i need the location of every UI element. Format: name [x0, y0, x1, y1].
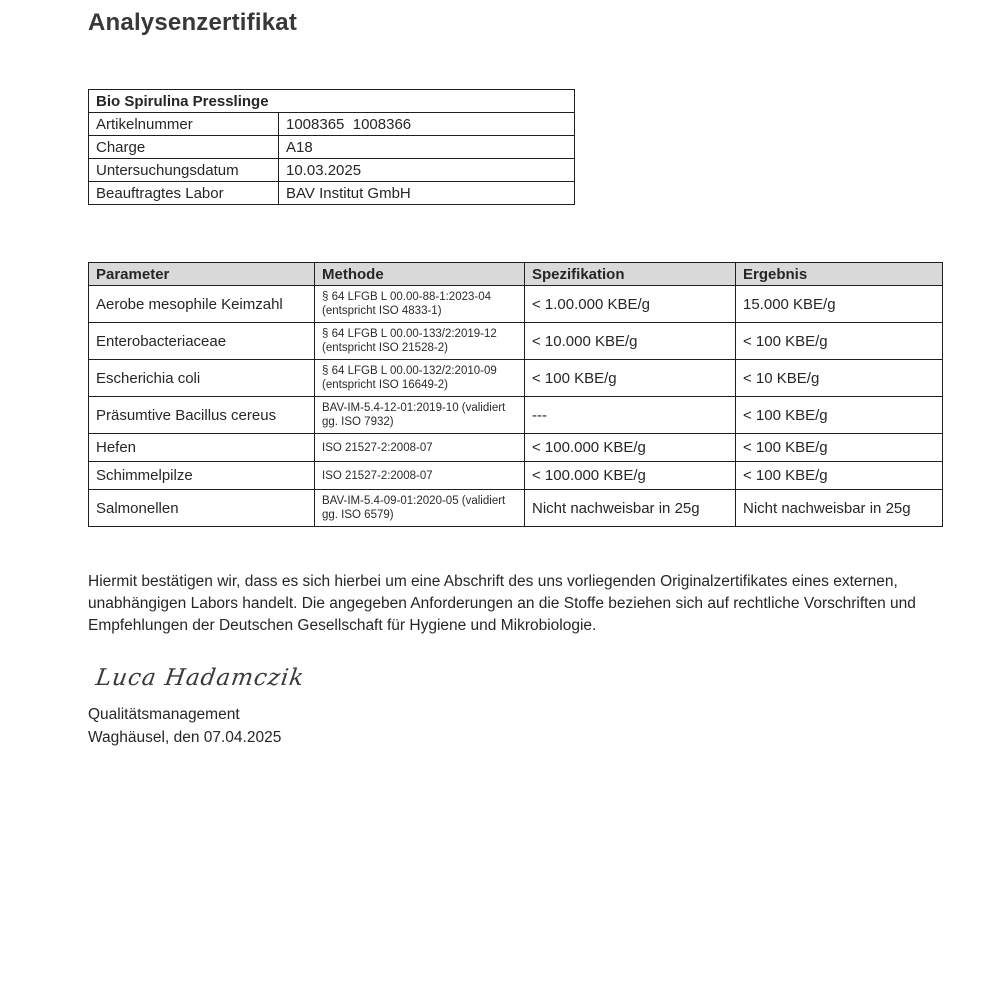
signature-handwriting: Luca Hadamczik [94, 665, 307, 691]
table-row [89, 286, 943, 323]
signature-place-date: Waghäusel, den 07.04.2025 [88, 729, 282, 746]
methode-cell: § 64 LFGB L 00.00-88-1:2023-04 (entspricht ISO 4833-1) [315, 286, 525, 323]
table-row [89, 360, 943, 397]
ergebnis-cell: < 100 KBE/g [736, 397, 943, 434]
spezifikation-cell: < 100 KBE/g [525, 360, 736, 397]
spezifikation-cell: < 100.000 KBE/g [525, 462, 736, 490]
table-row [89, 490, 943, 527]
spezifikation-cell: < 1.00.000 KBE/g [525, 286, 736, 323]
info-label: Artikelnummer [89, 113, 279, 136]
ergebnis-cell: < 10 KBE/g [736, 360, 943, 397]
column-header-ergebnis: Ergebnis [736, 263, 943, 286]
info-value: A18 [279, 136, 575, 159]
results-table [88, 262, 943, 527]
product-info-table [88, 89, 575, 205]
methode-cell: ISO 21527-2:2008-07 [315, 434, 525, 462]
ergebnis-cell: < 100 KBE/g [736, 434, 943, 462]
info-value: 1008365 1008366 [279, 113, 575, 136]
table-row [89, 182, 575, 205]
table-row [89, 462, 943, 490]
table-row [89, 159, 575, 182]
parameter-cell: Präsumtive Bacillus cereus [89, 397, 315, 434]
column-header-spezifikation: Spezifikation [525, 263, 736, 286]
ergebnis-cell: < 100 KBE/g [736, 462, 943, 490]
table-row [89, 113, 575, 136]
info-value: BAV Institut GmbH [279, 182, 575, 205]
table-row [89, 136, 575, 159]
methode-cell: ISO 21527-2:2008-07 [315, 462, 525, 490]
parameter-cell: Hefen [89, 434, 315, 462]
methode-cell: § 64 LFGB L 00.00-132/2:2010-09 (entspricht ISO 16649-2) [315, 360, 525, 397]
info-value: 10.03.2025 [279, 159, 575, 182]
parameter-cell: Schimmelpilze [89, 462, 315, 490]
methode-cell: BAV-IM-5.4-12-01:2019-10 (validiert gg. ISO 7932) [315, 397, 525, 434]
info-label: Untersuchungsdatum [89, 159, 279, 182]
ergebnis-cell: Nicht nachweisbar in 25g [736, 490, 943, 527]
parameter-cell: Escherichia coli [89, 360, 315, 397]
results-header-row [89, 263, 943, 286]
info-label: Charge [89, 136, 279, 159]
table-row [89, 90, 575, 113]
spezifikation-cell: Nicht nachweisbar in 25g [525, 490, 736, 527]
spezifikation-cell: --- [525, 397, 736, 434]
table-row [89, 323, 943, 360]
closing-paragraph: Hiermit bestätigen wir, dass es sich hierbei um eine Abschrift des uns vorliegenden Originalzertifikates eines externen, unabhängigen Labors handelt. Die angegeben Anforderungen an die Stoffe beziehen sich auf rechtliche Vorschriften und Empfehlungen der Deutschen Gesellschaft für Hygiene und Mikrobiologie. [88, 573, 916, 634]
product-name-cell: Bio Spirulina Presslinge [89, 90, 575, 113]
signature-role: Qualitätsmanagement [88, 706, 240, 723]
column-header-methode: Methode [315, 263, 525, 286]
info-label: Beauftragtes Labor [89, 182, 279, 205]
column-header-parameter: Parameter [89, 263, 315, 286]
ergebnis-cell: < 100 KBE/g [736, 323, 943, 360]
parameter-cell: Aerobe mesophile Keimzahl [89, 286, 315, 323]
methode-cell: § 64 LFGB L 00.00-133/2:2019-12 (entspricht ISO 21528-2) [315, 323, 525, 360]
table-row [89, 397, 943, 434]
methode-cell: BAV-IM-5.4-09-01:2020-05 (validiert gg. ISO 6579) [315, 490, 525, 527]
spezifikation-cell: < 100.000 KBE/g [525, 434, 736, 462]
ergebnis-cell: 15.000 KBE/g [736, 286, 943, 323]
table-row [89, 434, 943, 462]
spezifikation-cell: < 10.000 KBE/g [525, 323, 736, 360]
parameter-cell: Enterobacteriaceae [89, 323, 315, 360]
parameter-cell: Salmonellen [89, 490, 315, 527]
signature-block [88, 637, 942, 749]
page-title: Analysenzertifikat [88, 9, 298, 36]
